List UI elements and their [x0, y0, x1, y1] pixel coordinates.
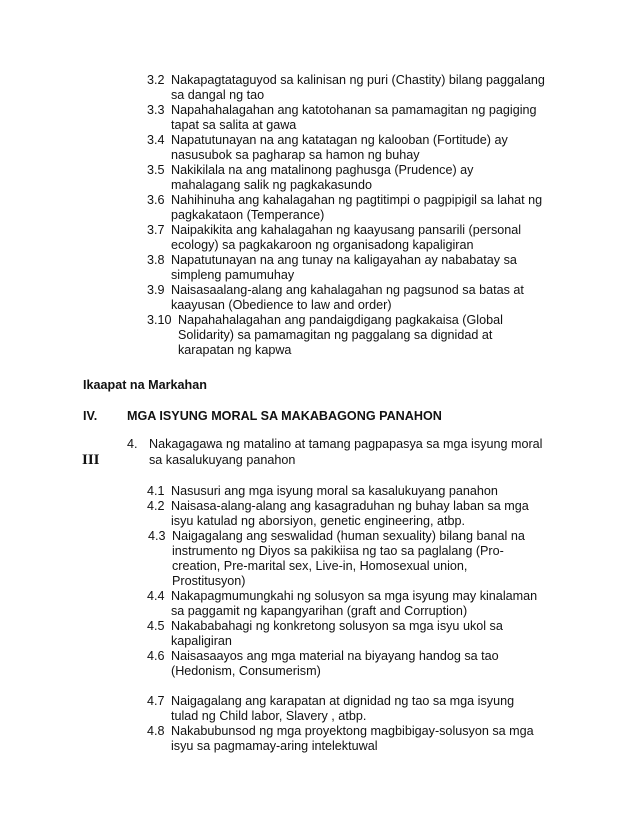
item-3-4-num: 3.4 — [147, 133, 165, 147]
item-3-5-line2: mahalagang salik ng pagkakasundo — [171, 178, 372, 192]
item-3-4-line1: Napatutunayan na ang katatagan ng kalooban (Fortitude) ay — [171, 133, 508, 147]
item-3-2-line1: Nakapagtataguyod sa kalinisan ng puri (Chastity) bilang paggalang — [171, 73, 545, 87]
item-4-3-line4: Prostitusyon) — [172, 574, 246, 588]
competency-4-line1: Nakagagawa ng matalino at tamang pagpapasya sa mga isyung moral — [149, 437, 543, 451]
item-3-6-line1: Nahihinuha ang kahalagahan ng pagtitimpi o pagpipigil sa lahat ng — [171, 193, 543, 207]
item-3-7-line2: ecology) sa pagkakaroon ng organisadong kapaligiran — [171, 238, 474, 252]
item-4-7-line1: Naigagalang ang karapatan at dignidad ng tao sa mga isyung — [171, 694, 515, 708]
item-4-3-line1: Naigagalang ang seswalidad (human sexuality) bilang banal na — [172, 529, 525, 543]
item-3-9-num: 3.9 — [147, 283, 165, 297]
item-4-6-num: 4.6 — [147, 649, 165, 663]
item-3-2-num: 3.2 — [147, 73, 165, 87]
section-iv-title: MGA ISYUNG MORAL SA MAKABAGONG PANAHON — [127, 409, 442, 423]
item-4-3-num: 4.3 — [148, 529, 166, 543]
item-4-3-line3: creation, Pre-marital sex, Live-in, Homosexual union, — [172, 559, 468, 573]
item-4-7-num: 4.7 — [147, 694, 165, 708]
item-3-10-num: 3.10 — [147, 313, 172, 327]
competency-4-line2: sa kasalukuyang panahon — [149, 453, 296, 467]
item-3-6-num: 3.6 — [147, 193, 165, 207]
item-3-5-line1: Nakikilala na ang matalinong paghusga (Prudence) ay — [171, 163, 474, 177]
item-4-4-num: 4.4 — [147, 589, 165, 603]
section-iv-numeral: IV. — [83, 409, 98, 423]
item-3-2-line2: sa dangal ng tao — [171, 88, 265, 102]
item-3-4-line2: nasusubok sa pagharap sa hamon ng buhay — [171, 148, 420, 162]
item-3-10-line1: Napahahalagahan ang pandaigdigang pagkakaisa (Global — [178, 313, 503, 327]
item-4-6-line2: (Hedonism, Consumerism) — [171, 664, 321, 678]
side-roman-numeral: III — [82, 452, 100, 468]
competency-4-num: 4. — [127, 437, 138, 451]
item-4-4-line2: sa paggamit ng kapangyarihan (graft and Corruption) — [171, 604, 468, 618]
item-3-3-line2: tapat sa salita at gawa — [171, 118, 297, 132]
item-4-2-line2: isyu katulad ng aborsiyon, genetic engineering, atbp. — [171, 514, 466, 528]
item-4-2-num: 4.2 — [147, 499, 165, 513]
item-4-5-line2: kapaligiran — [171, 634, 232, 648]
item-4-2-line1: Naisasa-alang-alang ang kasagraduhan ng buhay laban sa mga — [171, 499, 529, 513]
item-4-1-line1: Nasusuri ang mga isyung moral sa kasalukuyang panahon — [171, 484, 498, 498]
item-3-9-line2: kaayusan (Obedience to law and order) — [171, 298, 392, 312]
item-4-8-line2: isyu sa pagmamay-aring intelektuwal — [171, 739, 378, 753]
item-3-10-line3: karapatan ng kapwa — [178, 343, 292, 357]
item-4-7-line2: tulad ng Child labor, Slavery , atbp. — [171, 709, 367, 723]
item-4-8-num: 4.8 — [147, 724, 165, 738]
item-3-7-line1: Naipakikita ang kahalagahan ng kaayusang pansarili (personal — [171, 223, 522, 237]
item-4-8-line1: Nakabubunsod ng mga proyektong magbibigay-solusyon sa mga — [171, 724, 534, 738]
item-4-1-num: 4.1 — [147, 484, 165, 498]
item-3-10-line2: Solidarity) sa pamamagitan ng paggalang sa dignidad at — [178, 328, 493, 342]
item-4-4-line1: Nakapagmumungkahi ng solusyon sa mga isyung may kinalaman — [171, 589, 538, 603]
quarter-heading: Ikaapat na Markahan — [83, 378, 207, 392]
item-3-3-line1: Napahahalagahan ang katotohanan sa pamamagitan ng pagiging — [171, 103, 537, 117]
item-4-3-line2: instrumento ng Diyos sa pakikiisa ng tao sa paglalang (Pro- — [172, 544, 504, 558]
item-3-6-line2: pagkakataon (Temperance) — [171, 208, 325, 222]
item-3-3-num: 3.3 — [147, 103, 165, 117]
item-4-6-line1: Naisasaayos ang mga material na biyayang handog sa tao — [171, 649, 499, 663]
item-3-8-line2: simpleng pamumuhay — [171, 268, 295, 282]
item-3-7-num: 3.7 — [147, 223, 165, 237]
item-4-5-num: 4.5 — [147, 619, 165, 633]
item-4-5-line1: Nakababahagi ng konkretong solusyon sa mga isyu ukol sa — [171, 619, 503, 633]
item-3-8-num: 3.8 — [147, 253, 165, 267]
item-3-9-line1: Naisasaalang-alang ang kahalagahan ng pagsunod sa batas at — [171, 283, 524, 297]
item-3-8-line1: Napatutunayan na ang tunay na kaligayahan ay nababatay sa — [171, 253, 517, 267]
item-3-5-num: 3.5 — [147, 163, 165, 177]
